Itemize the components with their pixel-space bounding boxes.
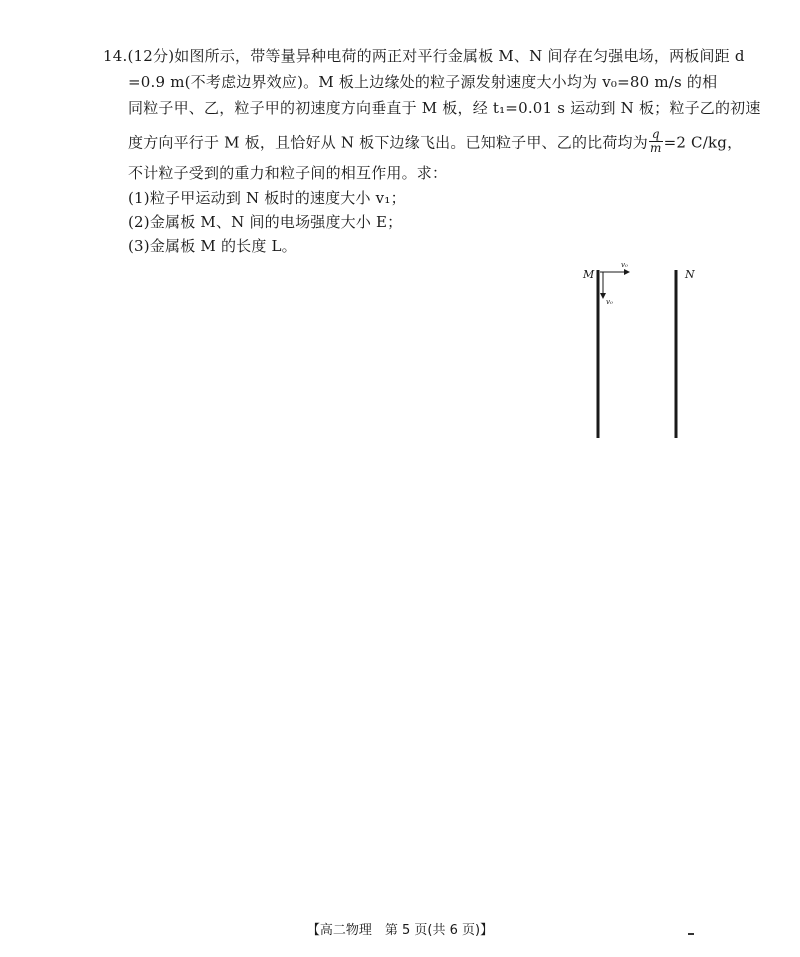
problem-line-4-start: 度方向平行于 M 板，且恰好从 N 板下边缘飞出。已知粒子甲、乙的比荷均为 bbox=[128, 133, 648, 152]
fraction-numerator: q bbox=[649, 128, 663, 142]
label-v0-vertical: v₀ bbox=[606, 298, 613, 306]
page-footer: 【高二物理 第 5 页(共 6 页)】 bbox=[306, 923, 494, 938]
question-2: (2)金属板 M、N 间的电场强度大小 E； bbox=[128, 213, 403, 231]
problem-line-2: =0.9 m(不考虑边界效应)。M 板上边缘处的粒子源发射速度大小均为 v₀=80 m/s 的相 bbox=[128, 73, 718, 91]
question-3: (3)金属板 M 的长度 L。 bbox=[128, 237, 297, 255]
corner-mark bbox=[688, 933, 694, 935]
problem-line-4 bbox=[128, 127, 743, 157]
question-1: (1)粒子甲运动到 N 板时的速度大小 v₁； bbox=[128, 189, 406, 207]
charge-mass-ratio-fraction bbox=[649, 128, 663, 155]
label-m: M bbox=[583, 268, 595, 281]
parallel-plates-figure bbox=[575, 258, 715, 448]
problem-line-1: 14.(12分)如图所示，带等量异种电荷的两正对平行金属板 M、N 间存在匀强电场，两板间距 d bbox=[103, 47, 745, 65]
label-v0-horizontal: v₀ bbox=[621, 261, 628, 269]
fraction-denominator: m bbox=[649, 141, 662, 155]
label-n: N bbox=[685, 268, 695, 281]
problem-line-4-end: =2 C/kg， bbox=[663, 133, 743, 152]
problem-line-3: 同粒子甲、乙，粒子甲的初速度方向垂直于 M 板，经 t₁=0.01 s 运动到 N 板；粒子乙的初速 bbox=[128, 99, 761, 117]
problem-line-5: 不计粒子受到的重力和粒子间的相互作用。求： bbox=[128, 164, 448, 182]
